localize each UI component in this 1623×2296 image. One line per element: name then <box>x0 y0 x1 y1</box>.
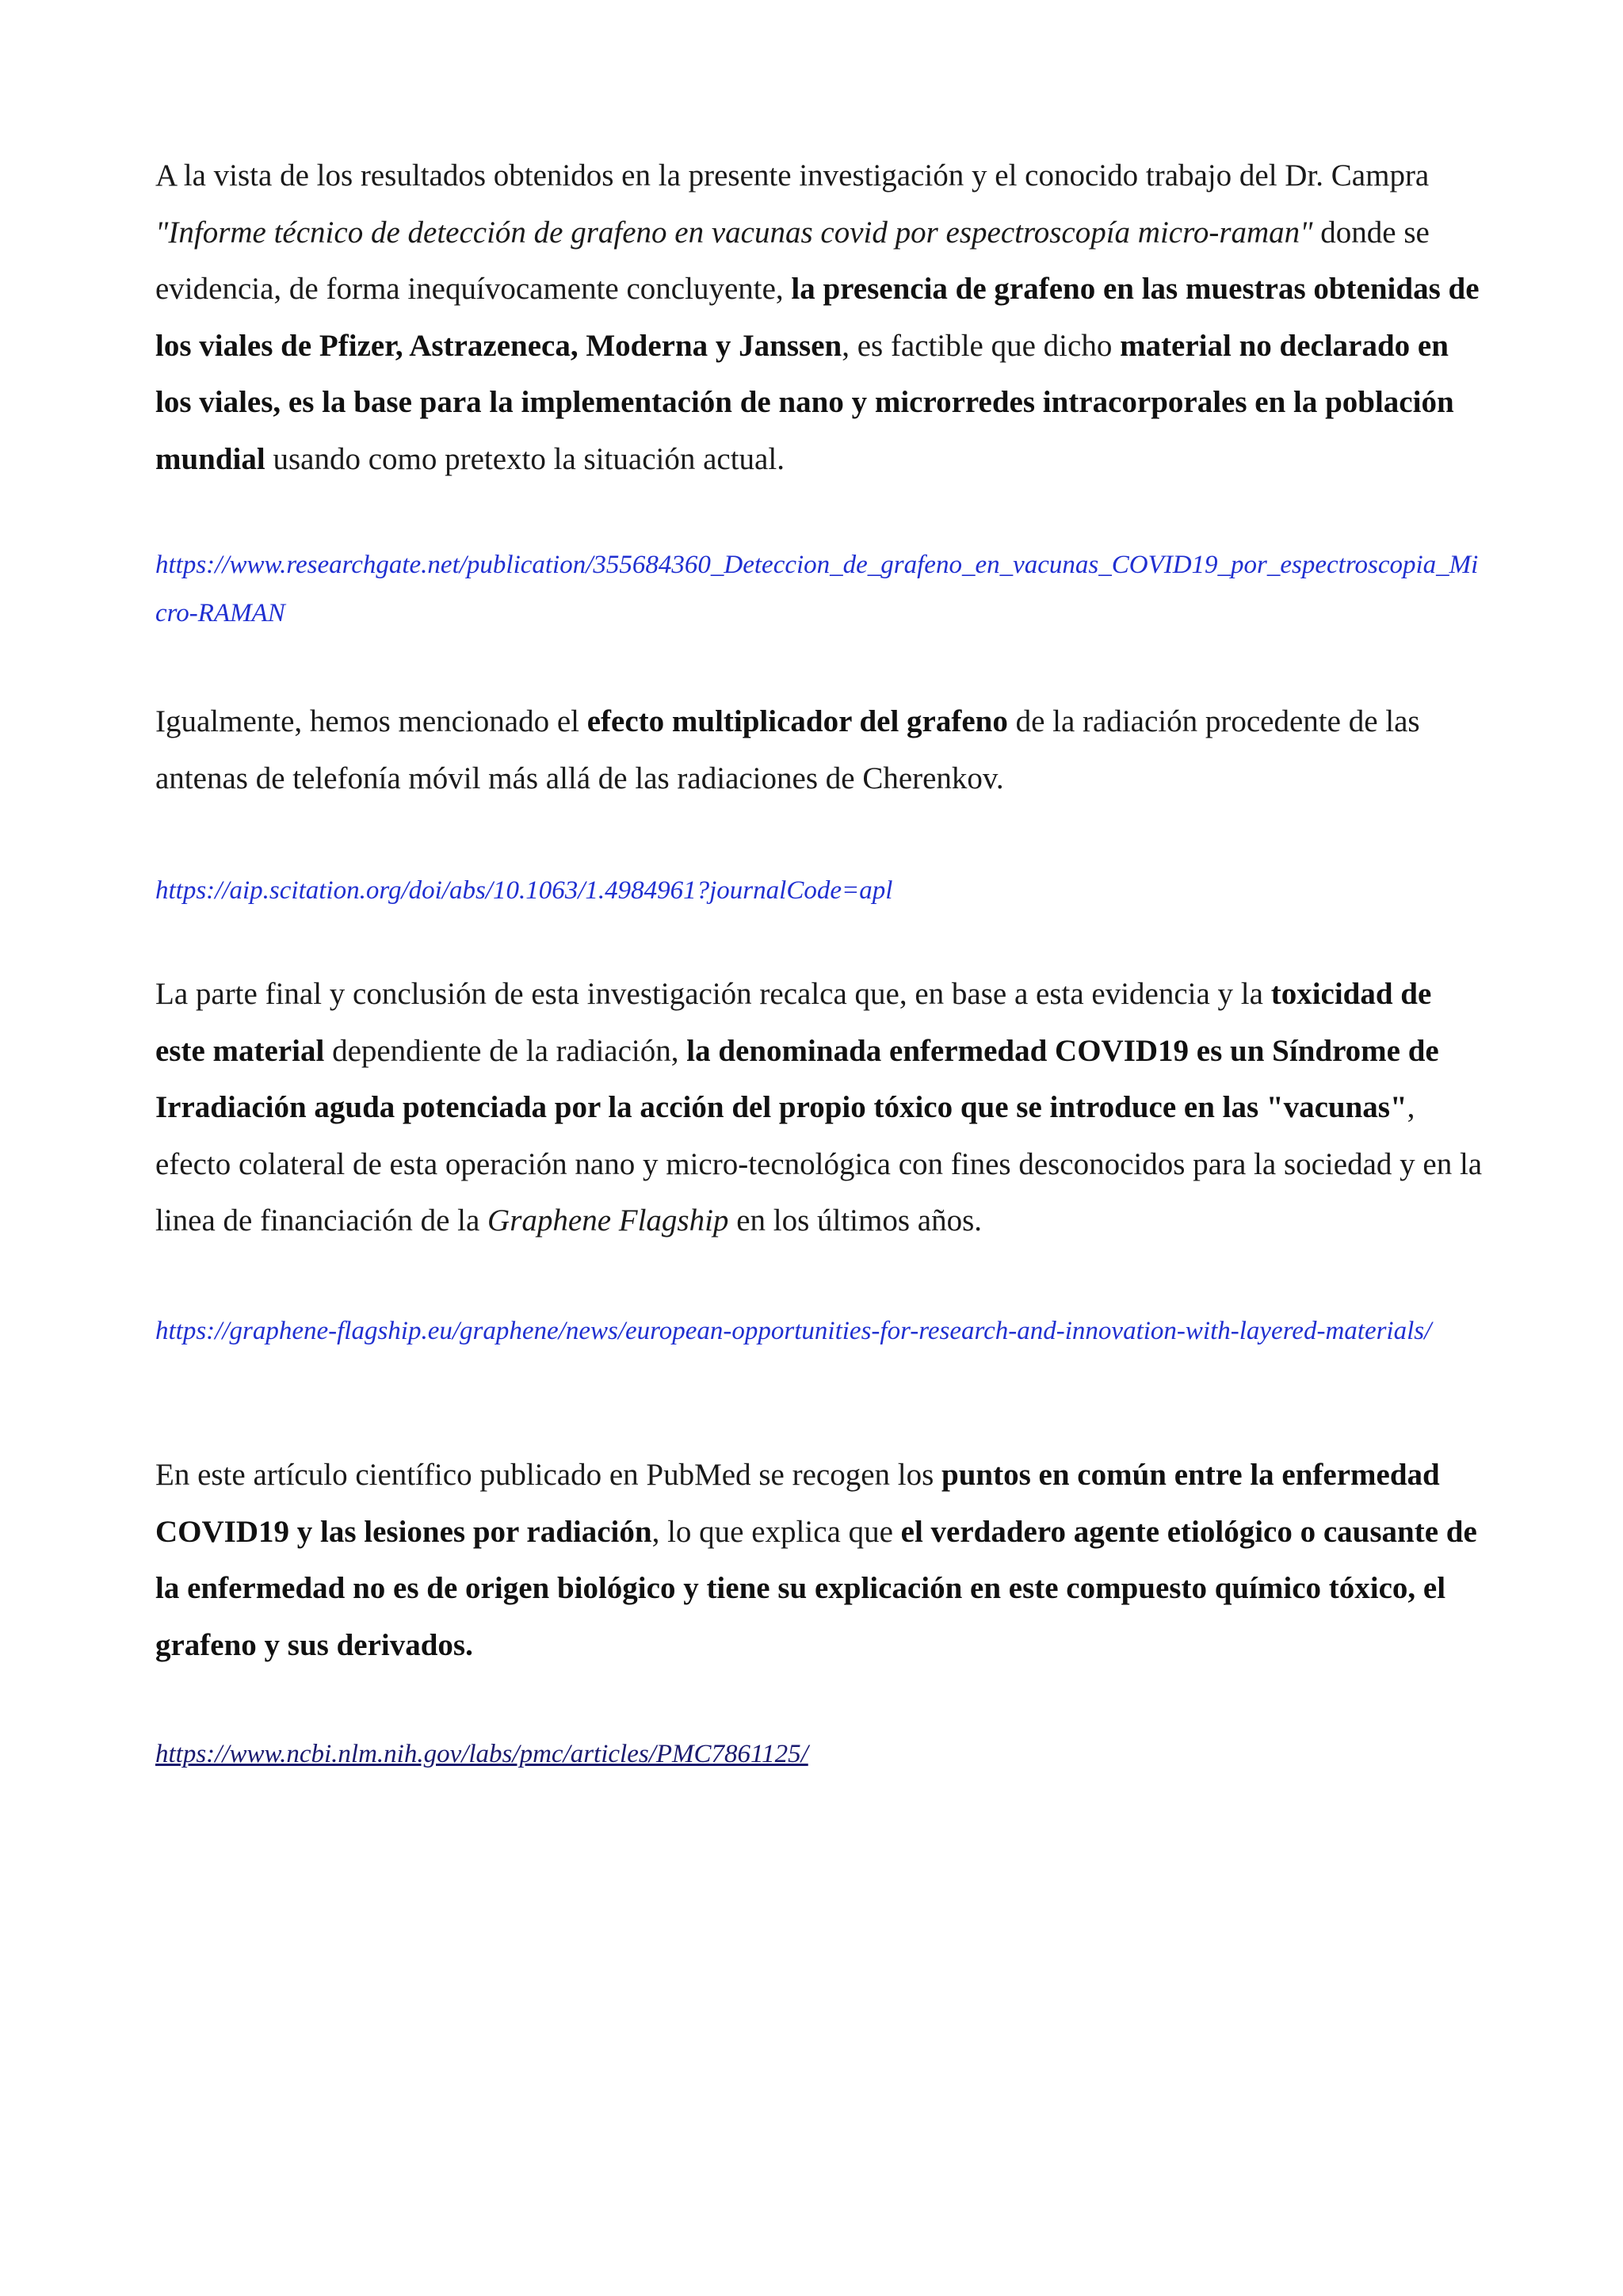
paragraph-campra-report <box>155 147 1484 487</box>
p1-text-4: usando como pretexto la situación actual. <box>265 441 785 476</box>
link-ncbi[interactable]: https://www.ncbi.nlm.nih.gov/labs/pmc/articles/PMC7861125/ <box>155 1740 808 1768</box>
p2-text-1: Igualmente, hemos mencionado el <box>155 704 587 738</box>
p3-text-1: La parte final y conclusión de esta investigación recalca que, en base a esta evidencia y la <box>155 977 1271 1011</box>
p3-text-4: en los últimos años. <box>728 1203 983 1238</box>
reference-graphene-flagship <box>155 1307 1484 1356</box>
p3-text-3: , efecto colateral de esta operación nano y micro-tecnológica con fines desconocidos para la sociedad y en la linea de financiación de la <box>155 1090 1483 1238</box>
paragraph-pubmed-article <box>155 1447 1484 1673</box>
p1-text-1: A la vista de los resultados obtenidos en la presente investigación y el conocido trabajo del Dr. Campra <box>155 158 1430 193</box>
p2-text-2: de la radiación procedente de las antenas de telefonía móvil más allá de las radiaciones de Cherenkov. <box>155 704 1420 795</box>
link-researchgate[interactable]: https://www.researchgate.net/publication/355684360_Deteccion_de_grafeno_en_vacunas_COVID19_por_espectroscopia_Micro-RAMAN <box>155 551 1479 627</box>
p3-bold-toxicity: toxicidad de este material <box>155 977 1432 1068</box>
p1-text-3: , es factible que dicho <box>842 328 1121 363</box>
p4-bold-etiological-agent: el verdadero agente etiológico o causante de la enfermedad no es de origen biológico y tiene su explicación en este compuesto químico tóxico, el grafeno y sus derivados. <box>155 1514 1477 1662</box>
reference-scitation <box>155 867 1484 915</box>
p1-bold-graphene-presence: la presencia de grafeno en las muestras obtenidas de los viales de Pfizer, Astrazeneca, Moderna y Janssen <box>155 272 1480 363</box>
paragraph-conclusion <box>155 966 1484 1249</box>
p3-text-2: dependiente de la radiación, <box>324 1033 687 1068</box>
reference-researchgate <box>155 541 1484 638</box>
p4-text-2: , lo que explica que <box>651 1514 901 1549</box>
p2-bold-multiplier: efecto multiplicador del grafeno <box>586 704 1008 738</box>
p4-bold-common-points: puntos en común entre la enfermedad COVID19 y las lesiones por radiación <box>155 1458 1440 1549</box>
p4-text-1: En este artículo científico publicado en PubMed se recogen los <box>155 1458 942 1492</box>
p1-bold-undeclared-material: material no declarado en los viales, es la base para la implementación de nano y microrredes intracorporales en la población mundial <box>155 328 1454 476</box>
link-graphene-flagship[interactable]: https://graphene-flagship.eu/graphene/news/european-opportunities-for-research-and-innovation-with-layered-materials/ <box>155 1317 1432 1345</box>
link-scitation[interactable]: https://aip.scitation.org/doi/abs/10.1063/1.4984961?journalCode=apl <box>155 876 893 905</box>
p3-bold-syndrome: la denominada enfermedad COVID19 es un Síndrome de Irradiación aguda potenciada por la acción del propio tóxico que se introduce en las "vacunas" <box>155 1033 1439 1124</box>
p1-text-2: donde se evidencia, de forma inequívocamente concluyente, <box>155 215 1430 306</box>
reference-ncbi <box>155 1730 1484 1779</box>
p1-report-title: "Informe técnico de detección de grafeno en vacunas covid por espectroscopía micro-raman" <box>155 215 1313 250</box>
p3-graphene-flagship: Graphene Flagship <box>487 1203 729 1238</box>
paragraph-multiplier-effect <box>155 693 1484 807</box>
